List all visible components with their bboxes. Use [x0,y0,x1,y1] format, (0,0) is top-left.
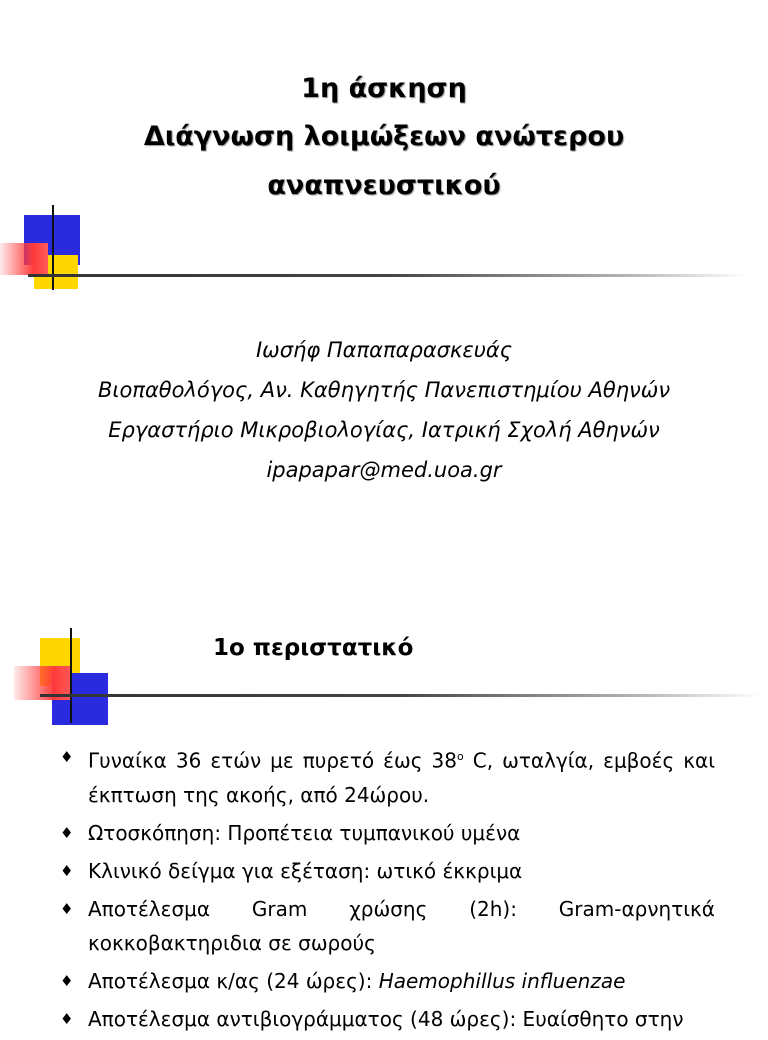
list-item [60,740,715,812]
diamond-bullet-icon: ♦ [60,823,74,842]
list-item [60,1002,715,1036]
author-email: ipapapar@med.uoa.gr [266,458,502,482]
bullet-text: Αποτέλεσμα αντιβιογράμματος (48 ώρες): Ευαίσθητο στην [88,1006,684,1031]
corner-decoration [0,628,120,728]
list-item [60,854,715,888]
horizontal-rule [40,694,760,697]
list-item [60,892,715,960]
bullet-text: Κλινικό δείγμα για εξέταση: ωτικό έκκριμα [88,858,523,883]
bullet-superscript: ο [456,750,464,763]
bullet-text: Ωτοσκόπηση: Προπέτεια τυμπανικού υμένα [88,820,521,845]
list-item [60,964,715,998]
diamond-bullet-icon: ♦ [60,971,74,990]
author-position: Βιοπαθολόγος, Αν. Καθηγητής Πανεπιστημίου Αθηνών [97,378,671,402]
bullet-text: Αποτέλεσμα Gram χρώσης (2h): Gram-αρνητικά κοκκοβακτηριδια σε σωρούς [88,896,715,955]
diamond-bullet-icon: ♦ [60,861,74,880]
slide-title: 1ο περιστατικό [213,635,414,661]
bullet-text: Γυναίκα 36 ετών με πυρετό έως 38 [88,748,457,773]
slide-title-line-3: αναπνευστικού [267,170,501,201]
slide-title-line-1: 1η άσκηση [301,73,467,104]
vertical-rule [52,205,54,290]
corner-decoration [0,205,100,295]
slide-title-line-2: Διάγνωση λοιμώξεων ανώτερου [143,121,625,152]
red-square [0,243,48,275]
bullet-list [60,740,715,1040]
author-name: Ιωσήφ Παπαπαρασκευάς [255,338,513,362]
bullet-text: Αποτέλεσμα κ/ας (24 ώρες): [88,968,379,993]
slide-2 [0,600,768,1031]
author-affiliation: Εργαστήριο Μικροβιολογίας, Ιατρική Σχολή Αθηνών [108,418,660,442]
bullet-text-continued: C, ωταλγία, εμβοές και έκπτωση της ακοής, από 24ώρου. [88,748,715,807]
list-item [60,816,715,850]
vertical-rule [70,628,72,723]
diamond-bullet-icon: ♦ [60,899,74,918]
diamond-bullet-icon: ♦ [60,748,74,766]
organism-name: Haemophillus influenzae [378,968,626,993]
horizontal-rule [28,274,748,277]
diamond-bullet-icon: ♦ [60,1009,74,1028]
